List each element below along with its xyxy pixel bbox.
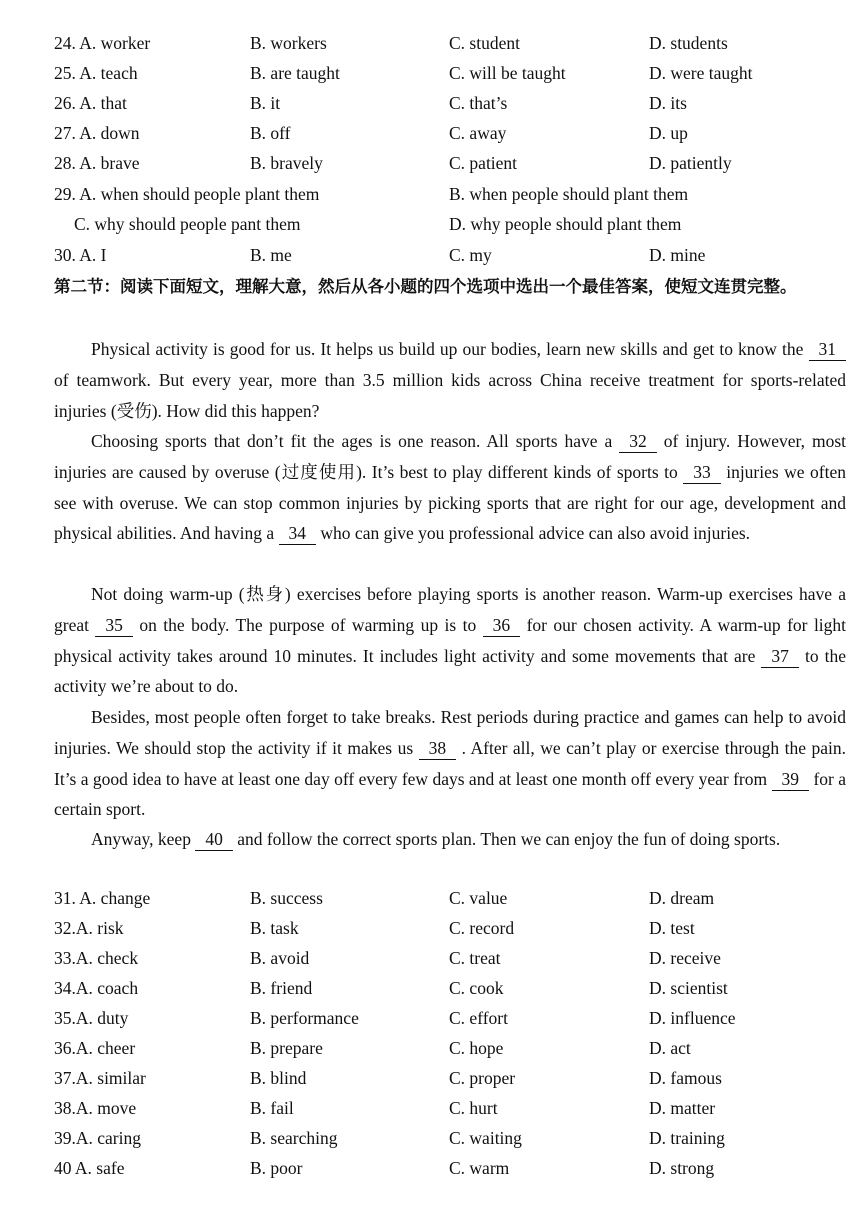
option-row-31 [54, 883, 854, 913]
passage-paragraph-2: Choosing sports that don’t fit the ages is one reason. All sports have a 32 of injury. However, most injuries are caused by overuse (过度使用). It’s best to play different kinds of sports to 33 injuries we often see with overuse. We can stop common injuries by picking sports that are right for our age, development and physical abilities. And having a 34 who can give you professional advice can also avoid injuries. [54, 431, 847, 544]
passage-paragraph-5: Anyway, keep 40 and follow the correct sports plan. Then we can enjoy the fun of doing sports. [91, 829, 781, 849]
option-a: 37.A. similar [54, 1068, 146, 1088]
blank-31: 31 [809, 338, 847, 361]
option-c: C. cook [449, 978, 504, 998]
option-d: D. training [649, 1128, 725, 1148]
option-b: B. poor [250, 1158, 303, 1178]
option-b: B. avoid [250, 948, 310, 968]
option-a: 39.A. caring [54, 1128, 141, 1148]
option-c: C. proper [449, 1068, 516, 1088]
option-b: B. are taught [250, 63, 340, 83]
option-d: D. famous [649, 1068, 722, 1088]
option-b: B. it [250, 93, 281, 113]
option-b: B. task [250, 918, 299, 938]
option-a: 33.A. check [54, 948, 139, 968]
option-row-33 [54, 943, 854, 973]
option-row-30 [54, 240, 854, 270]
option-row-39 [54, 1123, 854, 1153]
blank-33: 33 [683, 461, 721, 484]
option-b: B. blind [250, 1068, 307, 1088]
option-c: C. away [449, 123, 507, 143]
option-c: C. treat [449, 948, 501, 968]
option-c: C. that’s [449, 93, 508, 113]
option-row-26 [54, 88, 854, 118]
option-b: B. fail [250, 1098, 294, 1118]
blank-35: 35 [95, 614, 133, 637]
passage-paragraph-4: Besides, most people often forget to take breaks. Rest periods during practice and games can help to avoid injuries. We should stop the activity if it makes us 38 . After all, we can’t play or exercise through the pain. It’s a good idea to have at least one day off every few days and at least one month off every year from 39 for a certain sport. [54, 707, 847, 820]
option-a: 29. A. when should people plant them [54, 184, 320, 204]
option-b: B. friend [250, 978, 313, 998]
section-heading: 第二节：阅读下面短文，理解大意，然后从各小题的四个选项中选出一个最佳答案，使短文连贯完整。 [54, 277, 797, 296]
option-d: D. were taught [649, 63, 753, 83]
option-d: D. act [649, 1038, 691, 1058]
option-c: C. patient [449, 153, 518, 173]
option-d: D. scientist [649, 978, 728, 998]
option-a: 25. A. teach [54, 63, 138, 83]
blank-39: 39 [772, 768, 810, 791]
passage-paragraph-1: Physical activity is good for us. It helps us build up our bodies, learn new skills and get to know the 31 of teamwork. But every year, more than 3.5 million kids across China receive treatment for sports-related injuries (受伤). How did this happen? [54, 339, 846, 421]
option-d: D. up [649, 123, 688, 143]
option-c: C. will be taught [449, 63, 566, 83]
option-b: B. workers [250, 33, 327, 53]
option-a: 31. A. change [54, 888, 151, 908]
option-row-28 [54, 148, 854, 178]
option-row-35 [54, 1003, 854, 1033]
blank-32: 32 [619, 430, 657, 453]
option-b: B. prepare [250, 1038, 323, 1058]
option-d: D. why people should plant them [449, 214, 682, 234]
option-c: C. why should people pant them [74, 214, 301, 234]
option-d: D. its [649, 93, 687, 113]
option-row-29a [54, 179, 854, 209]
option-a: 34.A. coach [54, 978, 139, 998]
option-a: 40 A. safe [54, 1158, 125, 1178]
option-a: 38.A. move [54, 1098, 137, 1118]
option-a: 35.A. duty [54, 1008, 129, 1028]
option-a: 36.A. cheer [54, 1038, 136, 1058]
option-c: C. warm [449, 1158, 510, 1178]
option-row-32 [54, 913, 854, 943]
option-a: 28. A. brave [54, 153, 140, 173]
option-row-25 [54, 58, 854, 88]
option-a: 30. A. I [54, 245, 107, 265]
option-d: D. patiently [649, 153, 732, 173]
option-c: C. hurt [449, 1098, 498, 1118]
option-c: C. value [449, 888, 508, 908]
option-d: D. strong [649, 1158, 715, 1178]
option-row-36 [54, 1033, 854, 1063]
option-d: D. dream [649, 888, 715, 908]
option-b: B. me [250, 245, 292, 265]
option-row-34 [54, 973, 854, 1003]
option-row-24 [54, 28, 854, 58]
option-b: B. searching [250, 1128, 338, 1148]
blank-40: 40 [195, 828, 233, 851]
option-row-38 [54, 1093, 854, 1123]
option-a: 27. A. down [54, 123, 140, 143]
option-d: D. students [649, 33, 728, 53]
option-b: B. performance [250, 1008, 359, 1028]
blank-37: 37 [761, 645, 799, 668]
option-row-37 [54, 1063, 854, 1093]
option-row-40 [54, 1153, 854, 1183]
blank-34: 34 [279, 522, 317, 545]
blank-36: 36 [483, 614, 521, 637]
option-c: C. effort [449, 1008, 508, 1028]
option-d: D. test [649, 918, 695, 938]
option-b: B. when people should plant them [449, 184, 689, 204]
option-b: B. success [250, 888, 323, 908]
option-a: 26. A. that [54, 93, 127, 113]
option-d: D. influence [649, 1008, 736, 1028]
option-d: D. mine [649, 245, 706, 265]
option-c: C. hope [449, 1038, 504, 1058]
option-a: 24. A. worker [54, 33, 151, 53]
option-row-29b [54, 209, 854, 239]
option-c: C. record [449, 918, 515, 938]
option-c: C. waiting [449, 1128, 522, 1148]
passage-paragraph-3: Not doing warm-up (热身) exercises before playing sports is another reason. Warm-up exercises have a great 35 on the body. The purpose of warming up is to 36 for our chosen activity. A warm-up for light physical activity takes around 10 minutes. It includes light activity and some movements that are 37 to the activity we’re about to do. [54, 584, 847, 697]
option-c: C. student [449, 33, 520, 53]
blank-38: 38 [419, 737, 457, 760]
option-d: D. receive [649, 948, 721, 968]
option-b: B. off [250, 123, 291, 143]
option-d: D. matter [649, 1098, 716, 1118]
option-row-27 [54, 118, 854, 148]
option-b: B. bravely [250, 153, 323, 173]
option-a: 32.A. risk [54, 918, 124, 938]
option-c: C. my [449, 245, 492, 265]
